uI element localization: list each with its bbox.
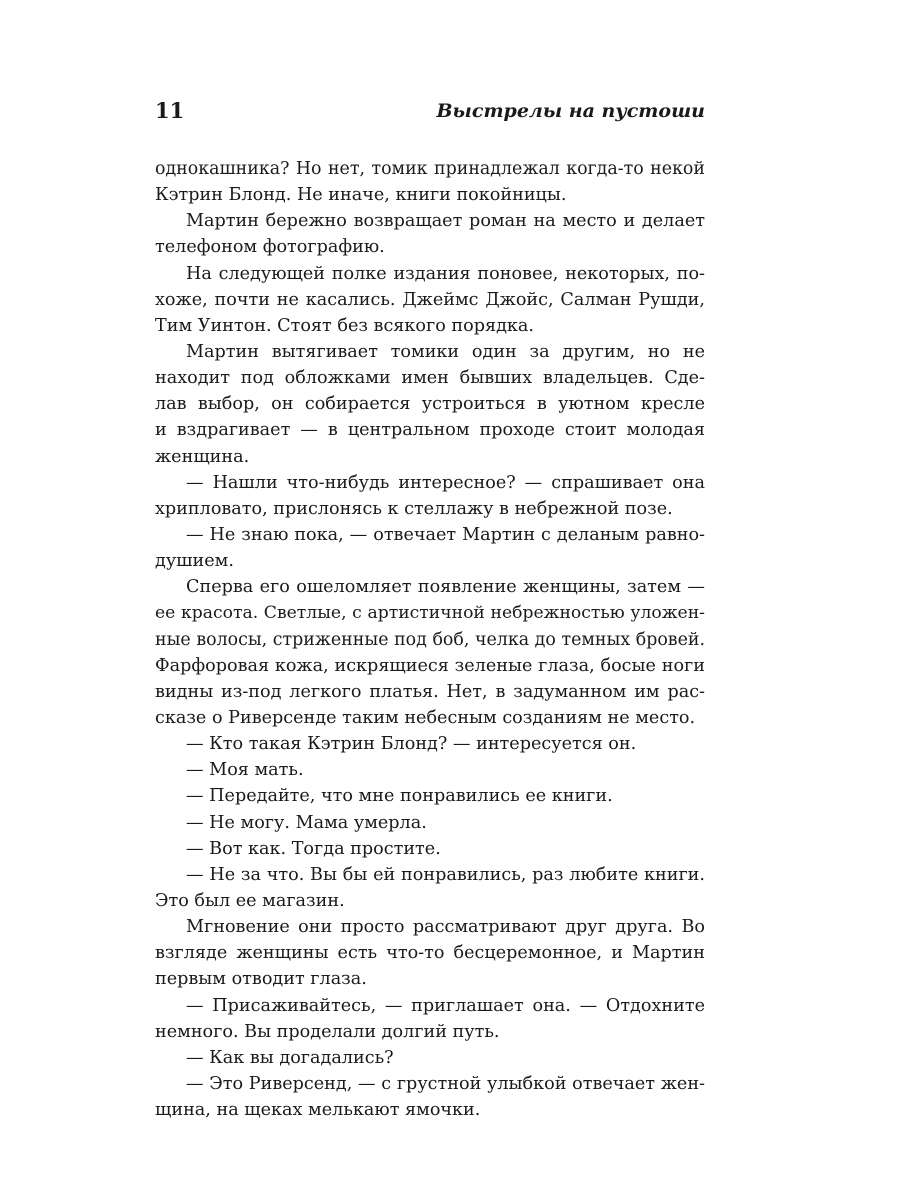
text-line: немного. Вы проделали долгий путь. xyxy=(155,1021,500,1042)
text-line: — Как вы догадались? xyxy=(186,1047,394,1068)
text-line: женщина. xyxy=(155,446,250,467)
text-line: — Передайте, что мне понравились ее книги. xyxy=(186,786,613,807)
text-line: — Нашли что-нибудь интересное? — спрашивает она xyxy=(186,472,705,493)
text-line: — Не знаю пока, — отвечает Мартин с деланым равно- xyxy=(186,524,705,545)
text-line: первым отводит глаза. xyxy=(155,969,367,990)
text-line: лав выбор, он собирается устроиться в уютном кресле xyxy=(155,394,705,415)
text-line: Мгновение они просто рассматривают друг друга. Во xyxy=(186,917,705,938)
text-line: Сперва его ошеломляет появление женщины, затем — xyxy=(186,577,705,598)
text-line: На следующей полке издания поновее, некоторых, по- xyxy=(186,263,705,284)
page-number: 11 xyxy=(155,98,185,123)
text-line: ее красота. Светлые, с артистичной небрежностью уложен- xyxy=(155,603,705,624)
page-header xyxy=(155,96,705,130)
text-line: душием. xyxy=(155,551,234,572)
text-line: — Присаживайтесь, — приглашает она. — Отдохните xyxy=(186,995,705,1016)
text-line: Мартин вытягивает томики один за другим, но не xyxy=(186,341,705,362)
text-line: взгляде женщины есть что-то бесцеремонное, и Мартин xyxy=(155,943,705,964)
text-line: хоже, почти не касались. Джеймс Джойс, Салман Рушди, xyxy=(155,289,705,310)
text-line: находит под обложками имен бывших владельцев. Сде- xyxy=(155,368,705,389)
text-line: и вздрагивает — в центральном проходе стоит молодая xyxy=(155,420,705,441)
text-line: видны из-под легкого платья. Нет, в задуманном им рас- xyxy=(155,681,705,702)
text-line: однокашника? Но нет, томик принадлежал когда-то некой xyxy=(155,159,705,179)
text-line: ные волосы, стриженные под боб, челка до темных бровей. xyxy=(155,629,705,650)
text-line: — Не могу. Мама умерла. xyxy=(186,812,427,833)
text-line: телефоном фотографию. xyxy=(155,237,385,258)
text-line: — Кто такая Кэтрин Блонд? — интересуется он. xyxy=(186,734,637,755)
text-line: Это был ее магазин. xyxy=(155,890,345,911)
text-line: Тим Уинтон. Стоят без всякого порядка. xyxy=(155,315,534,336)
text-line: — Моя мать. xyxy=(186,760,304,781)
text-line: — Вот как. Тогда простите. xyxy=(186,838,441,859)
text-line: — Это Риверсенд, — с грустной улыбкой отвечает жен- xyxy=(186,1073,705,1094)
body-text xyxy=(155,156,705,1123)
text-line: щина, на щеках мелькают ямочки. xyxy=(155,1100,481,1121)
text-line: хрипловато, прислонясь к стеллажу в небрежной позе. xyxy=(155,498,673,519)
text-line: сказе о Риверсенде таким небесным созданиям не место. xyxy=(155,707,696,728)
text-line: Фарфоровая кожа, искрящиеся зеленые глаза, босые ноги xyxy=(155,655,705,676)
text-line: — Не за что. Вы бы ей понравились, раз любите книги. xyxy=(186,864,705,885)
text-line: Кэтрин Блонд. Не иначе, книги покойницы. xyxy=(155,185,567,206)
running-title: Выстрелы на пустоши xyxy=(436,100,705,122)
text-line: Мартин бережно возвращает роман на место и делает xyxy=(186,211,705,232)
